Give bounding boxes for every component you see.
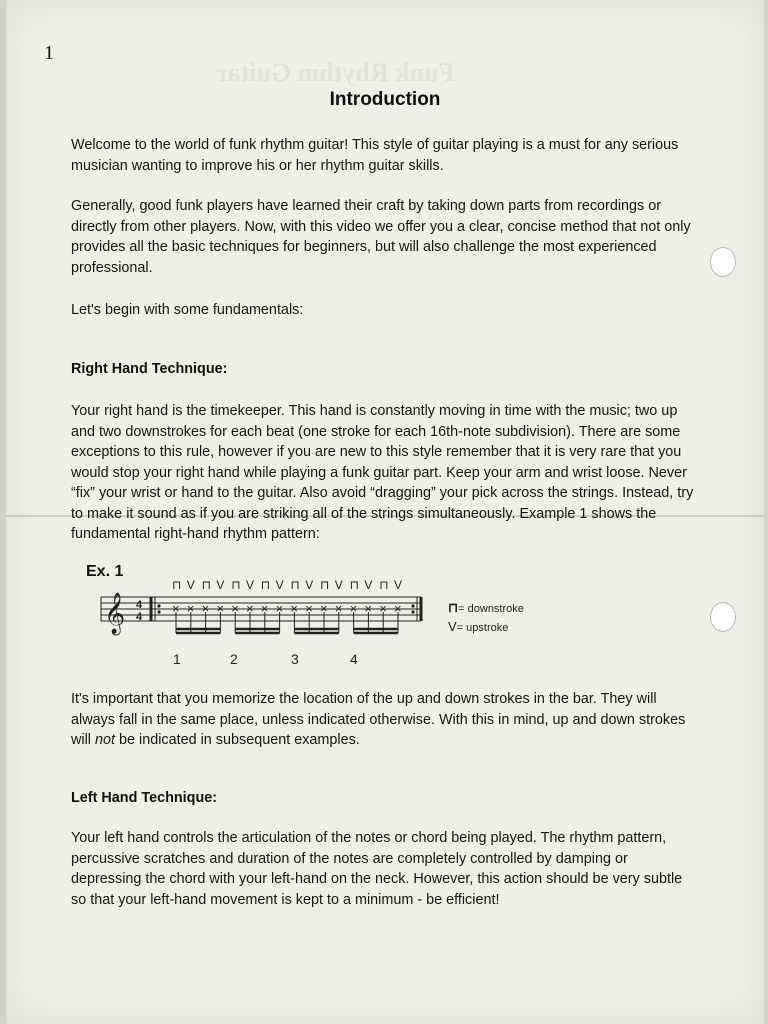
downstroke-mark: ⊓ <box>172 578 182 592</box>
note-head-x: × <box>320 601 328 616</box>
legend-upstroke: V= upstroke <box>448 619 509 634</box>
note-head-x: × <box>305 601 313 616</box>
document-page <box>6 0 764 1024</box>
time-sig-bottom: 4 <box>136 611 143 623</box>
downstroke-mark: ⊓ <box>260 578 271 592</box>
paragraph-left-hand: Your left hand controls the articulation of the notes or chord being played. The rhythm pattern, percussive scratches and duration of the notes are completely controlled by damping or depressing the chord with your left-hand on the neck. However, this action should be very subtle so that your left-hand movement is kept to a minimum - be efficient! <box>71 830 683 908</box>
music-staff <box>96 575 426 645</box>
treble-clef-icon: 𝄞 <box>104 593 126 634</box>
downstroke-mark: ⊓ <box>349 578 359 592</box>
upstroke-mark: V <box>216 578 225 592</box>
note-head-x: × <box>246 601 254 616</box>
upstroke-mark: V <box>334 578 343 592</box>
emphasis-not: not <box>94 732 115 748</box>
punch-hole <box>710 602 736 632</box>
paragraph-memorize: It's important that you memorize the location of the up and down strokes in the bar. They will always fall in the same place, unless indicated otherwise. With this in mind, up and down strokes will not be indicated in subsequent examples. <box>71 691 686 748</box>
page-title: Introduction <box>329 89 441 110</box>
page-number: 1 <box>44 42 54 64</box>
downstroke-icon: ⊓ <box>448 600 459 615</box>
paragraph-generally: Generally, good funk players have learned their craft by taking down parts from recordings or directly from other players. Now, with this video we offer you a clear, concise method that not only provides all the basic techniques for beginners, but will also challenge the most experienced professional. <box>71 198 691 276</box>
note-head-x: × <box>290 601 298 616</box>
upstroke-mark: V <box>305 578 314 592</box>
note-head-x: × <box>260 601 269 616</box>
upstroke-mark: V <box>186 578 195 592</box>
legend-downstroke: ⊓= downstroke <box>448 600 524 615</box>
beat-label-3: 3 <box>291 651 299 667</box>
note-head-x: × <box>216 601 224 616</box>
stroke-marks <box>172 578 402 592</box>
paragraph-right-hand: Your right hand is the timekeeper. This hand is constantly moving in time with the music; two up and two downstrokes for each beat (one stroke for each 16th-note subdivision). There are some exceptions to this rule, however if you are new to this style remember that it is very rare that you would stop your right hand while playing a funk guitar part. Keep your arm and wrist loose. Never “fix” your wrist or hand to the guitar. Also avoid “dragging” your pick across the strings. Instead, try to make it sound as if you are striking all of the strings simultaneously. Example 1 shows the fundamental right-hand rhythm pattern: <box>71 403 694 542</box>
upstroke-icon: V <box>448 619 457 634</box>
beat-label-1: 1 <box>173 651 181 667</box>
downstroke-mark: ⊓ <box>231 578 241 592</box>
note-head-x: × <box>364 601 372 616</box>
time-sig-top: 4 <box>136 599 143 611</box>
example-label: Ex. 1 <box>86 563 124 580</box>
note-head-x: × <box>334 601 343 616</box>
downstroke-mark: ⊓ <box>379 578 389 592</box>
heading-right-hand: Right Hand Technique: <box>71 361 228 377</box>
note-head-x: × <box>231 601 239 616</box>
note-head-x: × <box>349 601 358 616</box>
downstroke-mark: ⊓ <box>320 578 330 592</box>
note-head-x: × <box>275 601 284 616</box>
punch-hole <box>710 247 736 277</box>
note-head-x: × <box>172 601 180 616</box>
upstroke-mark: V <box>275 578 284 592</box>
beat-label-4: 4 <box>350 651 358 667</box>
downstroke-mark: ⊓ <box>290 578 300 592</box>
paragraph-begin: Let's begin with some fundamentals: <box>71 302 304 318</box>
paragraph-welcome: Welcome to the world of funk rhythm guitar! This style of guitar playing is a must for any serious musician wanting to improve his or her rhythm guitar skills. <box>71 137 679 174</box>
downstroke-mark: ⊓ <box>201 578 211 592</box>
upstroke-mark: V <box>246 578 255 592</box>
heading-left-hand: Left Hand Technique: <box>71 790 218 806</box>
upstroke-mark: V <box>394 578 403 592</box>
note-head-x: × <box>394 601 402 616</box>
beat-label-2: 2 <box>230 651 238 667</box>
note-head-x: × <box>186 601 195 616</box>
note-head-x: × <box>379 601 387 616</box>
note-head-x: × <box>201 601 210 616</box>
bleed-through-text: Funk Rhythm Guitar <box>216 58 455 87</box>
upstroke-mark: V <box>364 578 373 592</box>
